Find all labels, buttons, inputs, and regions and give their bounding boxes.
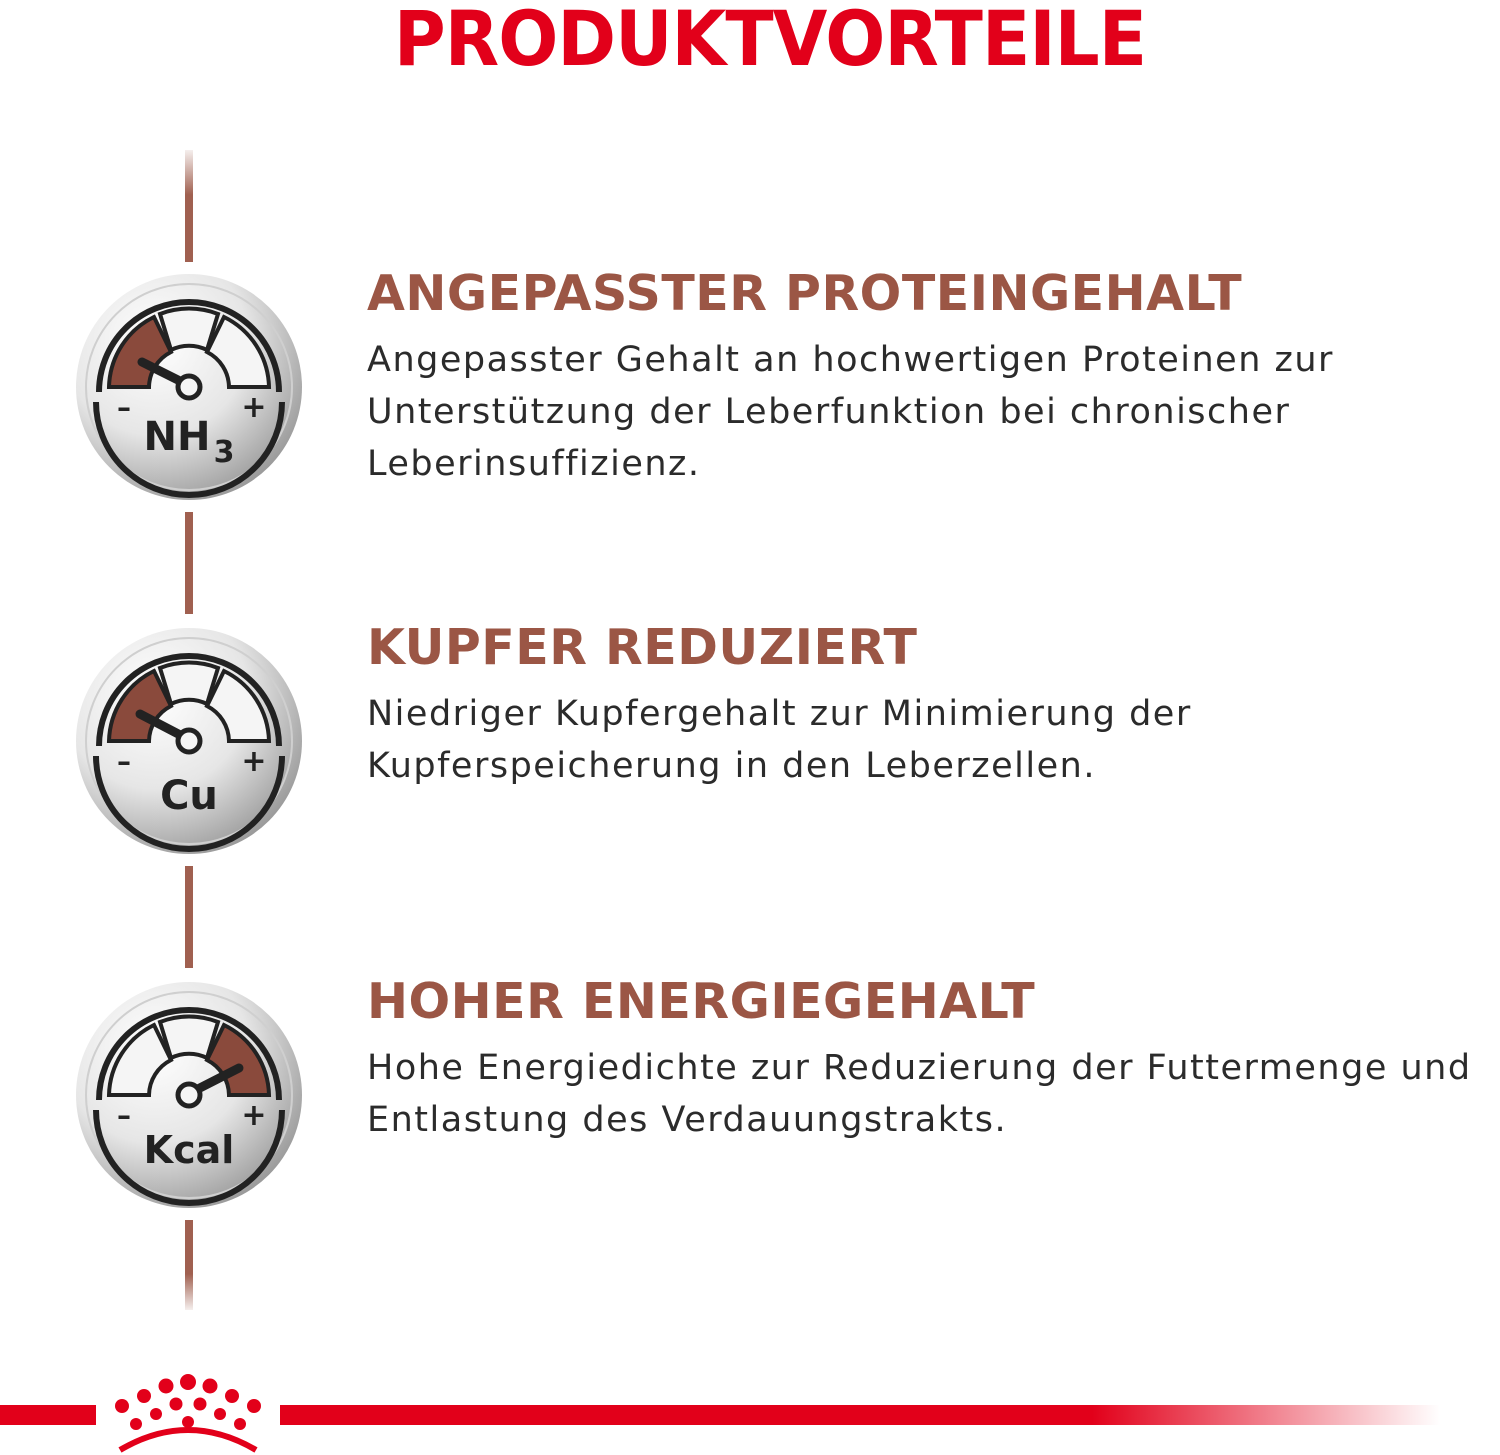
minus-sign: – <box>117 1099 131 1132</box>
timeline-segment <box>185 1220 193 1310</box>
description-line: Unterstützung der Leberfunktion bei chronischer <box>367 392 1291 432</box>
benefit-heading: ANGEPASSTER PROTEINGEHALT <box>367 265 1243 322</box>
description-line: Niedriger Kupfergehalt zur Minimierung der <box>367 694 1192 734</box>
copper-gauge-icon <box>74 626 304 856</box>
gauge-label-subscript: 3 <box>213 435 235 470</box>
gauge-label: NH <box>143 414 211 460</box>
timeline-segment <box>185 866 193 968</box>
benefit-heading: KUPFER REDUZIERT <box>367 619 918 676</box>
footer-red-line <box>0 1405 96 1425</box>
timeline-segment <box>185 150 193 262</box>
page-title: PRODUKTVORTEILE <box>393 0 1147 83</box>
benefit-description <box>367 334 1334 490</box>
minus-sign: – <box>117 391 131 424</box>
benefit-heading: HOHER ENERGIEGEHALT <box>367 973 1036 1030</box>
gauge-label: Kcal <box>143 1128 235 1172</box>
gauge-label: Cu <box>160 773 218 819</box>
description-line: Angepasster Gehalt an hochwertigen Proteinen zur <box>367 340 1334 380</box>
plus-sign: + <box>241 390 267 425</box>
benefit-description <box>367 688 1192 792</box>
description-line: Entlastung des Verdauungstrakts. <box>367 1100 1008 1140</box>
footer-red-line <box>280 1405 1440 1425</box>
description-line: Kupferspeicherung in den Leberzellen. <box>367 746 1096 786</box>
plus-sign: + <box>241 744 267 779</box>
description-line: Leberinsuffizienz. <box>367 444 701 484</box>
description-line: Hohe Energiedichte zur Reduzierung der Futtermenge und <box>367 1048 1472 1088</box>
kcal-gauge-icon <box>74 980 304 1210</box>
royal-canin-crown-logo <box>106 1370 270 1455</box>
ammonia-gauge-icon <box>74 272 304 502</box>
minus-sign: – <box>117 745 131 778</box>
plus-sign: + <box>241 1098 267 1133</box>
benefit-description <box>367 1042 1472 1146</box>
timeline-segment <box>185 512 193 614</box>
